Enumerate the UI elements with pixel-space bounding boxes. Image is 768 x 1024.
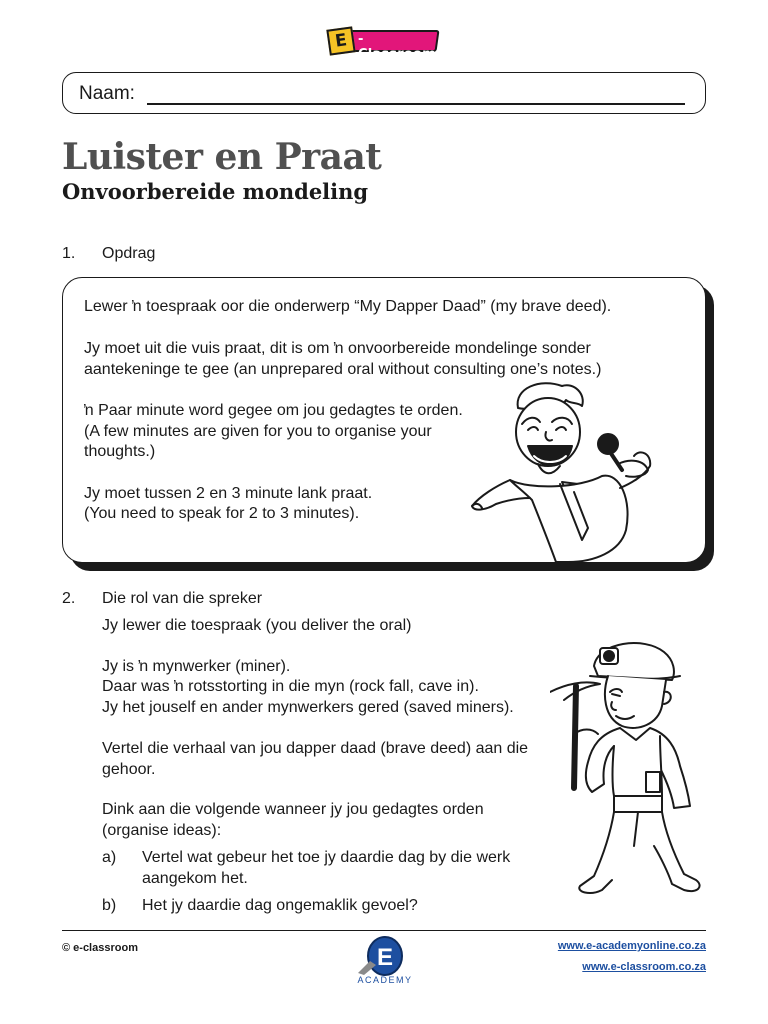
task-line: Lewer ŉ toespraak oor die onderwerp “My Dapper Daad” (my brave deed). [84,298,612,315]
page-title: Luister en Praat [62,136,382,178]
section1-number: 1. [62,245,76,262]
task-line: thoughts.) [84,443,156,460]
role-line: (organise ideas): [102,822,222,839]
name-label: Naam: [79,83,135,104]
list-item-text: Het jy daardie dag ongemaklik gevoel? [142,897,418,914]
task-line: (You need to speak for 2 to 3 minutes). [84,505,360,522]
role-line: Dink aan die volgende wanneer jy jou gedagtes orden [102,801,484,818]
task-line: Jy moet uit die vuis praat, dit is om ŉ onvoorbereide mondelinge sonder [84,340,591,357]
task-line: ŉ Paar minute word gegee om jou gedagtes te orden. [84,402,463,419]
name-write-line[interactable] [147,103,685,105]
role-line: gehoor. [102,761,156,778]
name-field-box [62,72,706,114]
list-item-text: Vertel wat gebeur het toe jy daardie dag by die werk [142,849,511,866]
e-academy-logo [352,935,418,987]
academy-badge-icon [352,935,418,977]
copyright-text: © e-classroom [62,942,138,954]
academy-url-link[interactable]: www.e-academyonline.co.za [557,940,706,952]
section2-heading: Die rol van die spreker [102,590,263,607]
role-line: Jy lewer die toespraak (you deliver the oral) [102,617,412,634]
section2-number: 2. [62,590,76,607]
miner-illustration [550,636,710,898]
list-item-text: aangekom het. [142,870,248,887]
academy-letter: E [376,944,394,971]
e-classroom-logo [328,28,440,62]
academy-label: ACADEMY [357,975,413,985]
footer-divider [62,930,706,931]
task-line: Jy moet tussen 2 en 3 minute lank praat. [84,485,373,502]
task-line: (A few minutes are given for you to organise your [84,423,432,440]
role-line: Jy het jouself en ander mynwerkers gered (saved miners). [102,699,514,716]
logo-letter: E [326,26,355,55]
classroom-url-link[interactable]: www.e-classroom.co.za [582,961,706,973]
role-line: Daar was ŉ rotsstorting in die myn (rock fall, cave in). [102,678,479,695]
role-line: Vertel die verhaal van jou dapper daad (brave deed) aan die [102,740,529,757]
task-line: aantekeninge te gee (an unprepared oral without consulting one’s notes.) [84,361,602,378]
logo-text: -Classroom [358,32,436,62]
list-item-label: a) [102,849,117,866]
singer-illustration [470,380,670,565]
section1-heading: Opdrag [102,245,156,262]
list-item-label: b) [102,897,117,914]
page-subtitle: Onvoorbereide mondeling [62,179,369,204]
role-line: Jy is ŉ mynwerker (miner). [102,658,291,675]
